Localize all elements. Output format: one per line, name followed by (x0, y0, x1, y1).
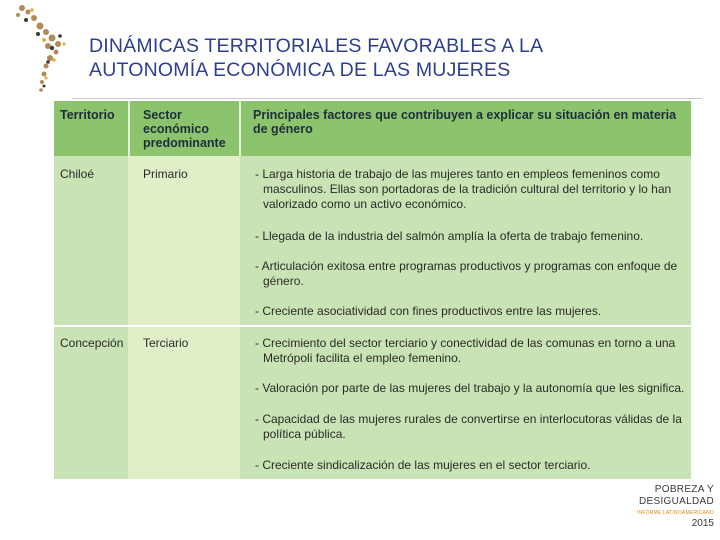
row-sector: Primario (143, 167, 188, 181)
logo-line: POBREZA Y (654, 484, 714, 495)
factor-item (255, 458, 685, 473)
sector-column-bg (128, 101, 240, 479)
factor-line: - Capacidad de las mujeres rurales de convertirse en interlocutoras válidas de la (255, 412, 682, 426)
factor-line: - Creciente asociatividad con fines productivos entre las mujeres. (255, 304, 602, 318)
header-sector-line: predominante (143, 136, 226, 150)
factor-line: - Creciente sindicalización de las mujeres en el sector terciario. (255, 458, 591, 472)
report-logo (604, 484, 714, 530)
factor-line: - Llegada de la industria del salmón amplía la oferta de trabajo femenino. (255, 229, 644, 243)
factor-line: género. (263, 274, 304, 288)
logo-line: DESIGUALDAD (639, 496, 714, 507)
factor-line: Metrópoli facilita el empleo femenino. (263, 351, 462, 365)
slide-title (89, 34, 689, 82)
row-territorio: Chiloé (60, 167, 95, 181)
factor-item (255, 229, 685, 244)
factor-item (255, 304, 685, 319)
header-sector-line: económico (143, 122, 209, 136)
header-factores-line: Principales factores que contribuyen a explicar su situación en materia (253, 108, 677, 122)
factor-item (255, 381, 685, 396)
factor-line: valorizado como un activo económico. (263, 197, 467, 211)
logo-line: INFORME LATINOAMERICANO (636, 510, 714, 516)
factor-item (255, 412, 685, 442)
factor-line: - Crecimiento del sector terciario y conectividad de las comunas en torno a una (255, 336, 676, 350)
header-territorio: Territorio (60, 108, 115, 122)
title-line-1: DINÁMICAS TERRITORIALES FAVORABLES A LA (89, 35, 544, 57)
logo-line: 2015 (691, 518, 714, 529)
title-line-2: AUTONOMÍA ECONÓMICA DE LAS MUJERES (89, 59, 511, 81)
row-separator (54, 325, 691, 327)
factor-item (255, 336, 685, 366)
factor-line: - Valoración por parte de las mujeres del trabajo y la autonomía que les significa. (255, 381, 685, 395)
factor-item (255, 259, 685, 289)
header-separator (128, 101, 130, 156)
factor-line: política pública. (263, 427, 346, 441)
factor-line: - Larga historia de trabajo de las mujeres tanto en empleos femeninos como (255, 167, 660, 181)
factor-line: - Articulación exitosa entre programas productivos y programas con enfoque de (255, 259, 678, 273)
header-separator (239, 101, 241, 156)
header-sector-line: Sector (143, 108, 182, 122)
title-divider (72, 98, 702, 99)
header-sector (143, 108, 226, 150)
header-factores (253, 108, 676, 136)
row-sector: Terciario (143, 336, 189, 350)
factor-line: masculinos. Ellas son portadoras de la tradición cultural del territorio y lo han (263, 182, 672, 196)
factor-item (255, 167, 685, 212)
america-map-icon (8, 0, 78, 100)
territorio-column-bg (54, 101, 128, 479)
territories-table (54, 101, 691, 479)
header-factores-line: de género (253, 122, 313, 136)
row-territorio: Concepción (60, 336, 124, 350)
